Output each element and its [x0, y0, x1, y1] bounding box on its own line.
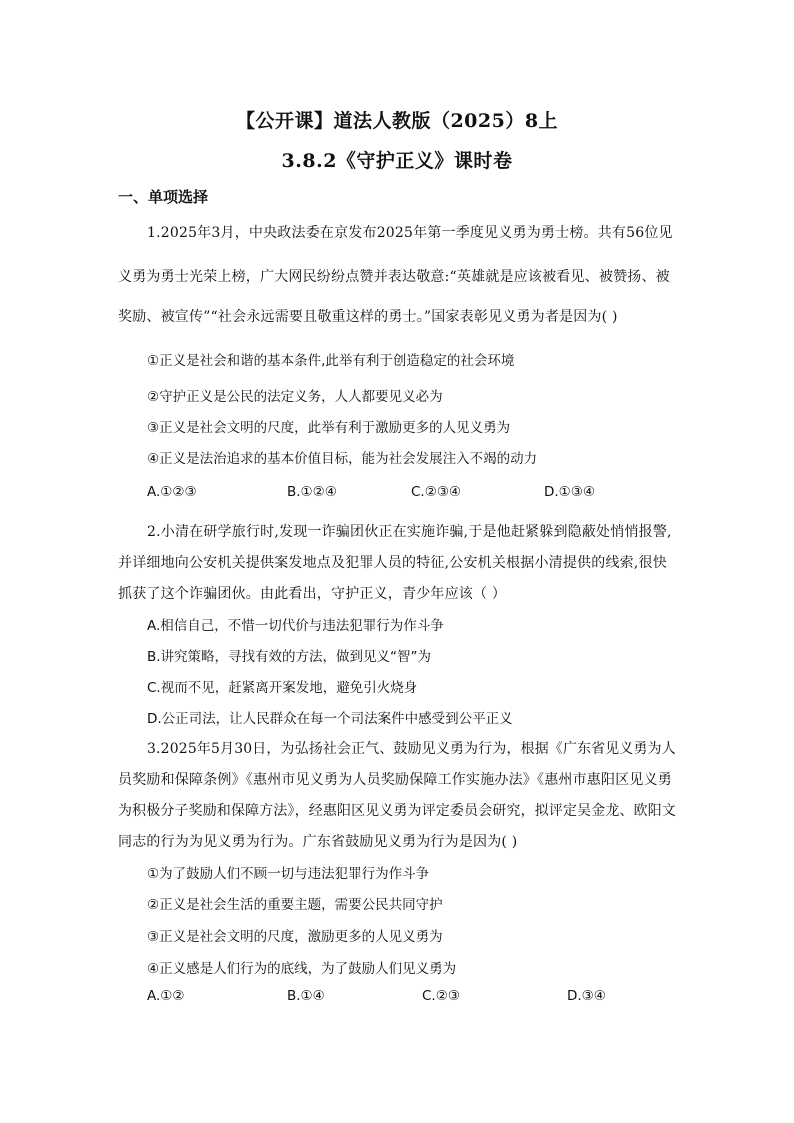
question-2-stem-line: 并详细地向公安机关提供案发地点及犯罪人员的特征,公安机关根据小清提供的线索,很快	[118, 555, 667, 571]
question-1-statement: ④正义是法治追求的基本价值目标，能为社会发展注入不竭的动力	[147, 451, 538, 467]
question-3-statement: ④正义感是人们行为的底线，为了鼓励人们见义勇为	[147, 961, 457, 977]
question-2-choice-c[interactable]: C.视而不见，赶紧离开案发地，避免引火烧身	[147, 680, 418, 696]
document-subtitle: 3.8.2《守护正义》课时卷	[281, 150, 513, 172]
question-1-choice-b[interactable]: B.①②④	[287, 484, 337, 500]
question-3-stem-line: 为积极分子奖励和保障方法》，经惠阳区见义勇为评定委员会研究，拟评定吴金龙、欧阳文	[118, 803, 676, 819]
question-1-stem-line: 1.2025年3月，中央政法委在京发布2025年第一季度见义勇为勇士榜。共有56位见	[147, 225, 673, 241]
question-3-choice-a[interactable]: A.①②	[147, 988, 185, 1004]
question-1-choice-c[interactable]: C.②③④	[411, 484, 462, 500]
question-1-statement: ③正义是社会文明的尺度，此举有利于激励更多的人见义勇为	[147, 420, 511, 436]
question-3-statement: ①为了鼓励人们不顾一切与违法犯罪行为作斗争	[147, 866, 430, 882]
question-3-choice-b[interactable]: B.①④	[287, 988, 325, 1004]
question-3-stem-line: 员奖励和保障条例》《惠州市见义勇为人员奖励保障工作实施办法》《惠州市惠阳区见义勇	[118, 772, 672, 788]
document-title: 【公开课】道法人教版（2025）8上	[235, 110, 559, 132]
question-2-stem-line: 2.小清在研学旅行时,发现一诈骗团伙正在实施诈骗,于是他赶紧躲到隐蔽处悄悄报警,	[147, 524, 672, 540]
question-2-choice-d[interactable]: D.公正司法，让人民群众在每一个司法案件中感受到公平正义	[147, 711, 513, 727]
question-1-choice-a[interactable]: A.①②③	[147, 484, 197, 500]
question-3-statement: ②正义是社会生活的重要主题，需要公民共同守护	[147, 897, 443, 913]
question-1-statement: ①正义是社会和谐的基本条件,此举有利于创造稳定的社会环境	[147, 353, 515, 369]
question-1-stem-line: 奖励、被宣传”“社会永远需要且敬重这样的勇士。”国家表彰见义勇为者是因为( )	[118, 309, 618, 325]
question-1-choice-d[interactable]: D.①③④	[544, 484, 595, 500]
question-3-choice-c[interactable]: C.②③	[422, 988, 460, 1004]
question-1-stem-line: 义勇为勇士光荣上榜，广大网民纷纷点赞并表达敬意:“英雄就是应该被看见、被赞扬、被	[118, 269, 670, 285]
question-1-statement: ②守护正义是公民的法定义务，人人都要见义必为	[147, 389, 443, 405]
question-3-choice-d[interactable]: D.③④	[567, 988, 606, 1004]
question-2-choice-b[interactable]: B.讲究策略，寻找有效的方法，做到见义“智”为	[147, 649, 432, 665]
section-heading: 一、单项选择	[118, 188, 209, 206]
question-3-stem-line: 3.2025年5月30日，为弘扬社会正气、鼓励见义勇为行为，根据《广东省见义勇为人	[147, 741, 676, 757]
question-2-choice-a[interactable]: A.相信自己，不惜一切代价与违法犯罪行为作斗争	[147, 618, 444, 634]
question-3-statement: ③正义是社会文明的尺度，激励更多的人见义勇为	[147, 929, 443, 945]
question-3-stem-line: 同志的行为为见义勇为行为。广东省鼓励见义勇为行为是因为( )	[118, 834, 518, 850]
question-2-stem-line: 抓获了这个诈骗团伙。由此看出，守护正义，青少年应该（ ）	[118, 586, 507, 602]
